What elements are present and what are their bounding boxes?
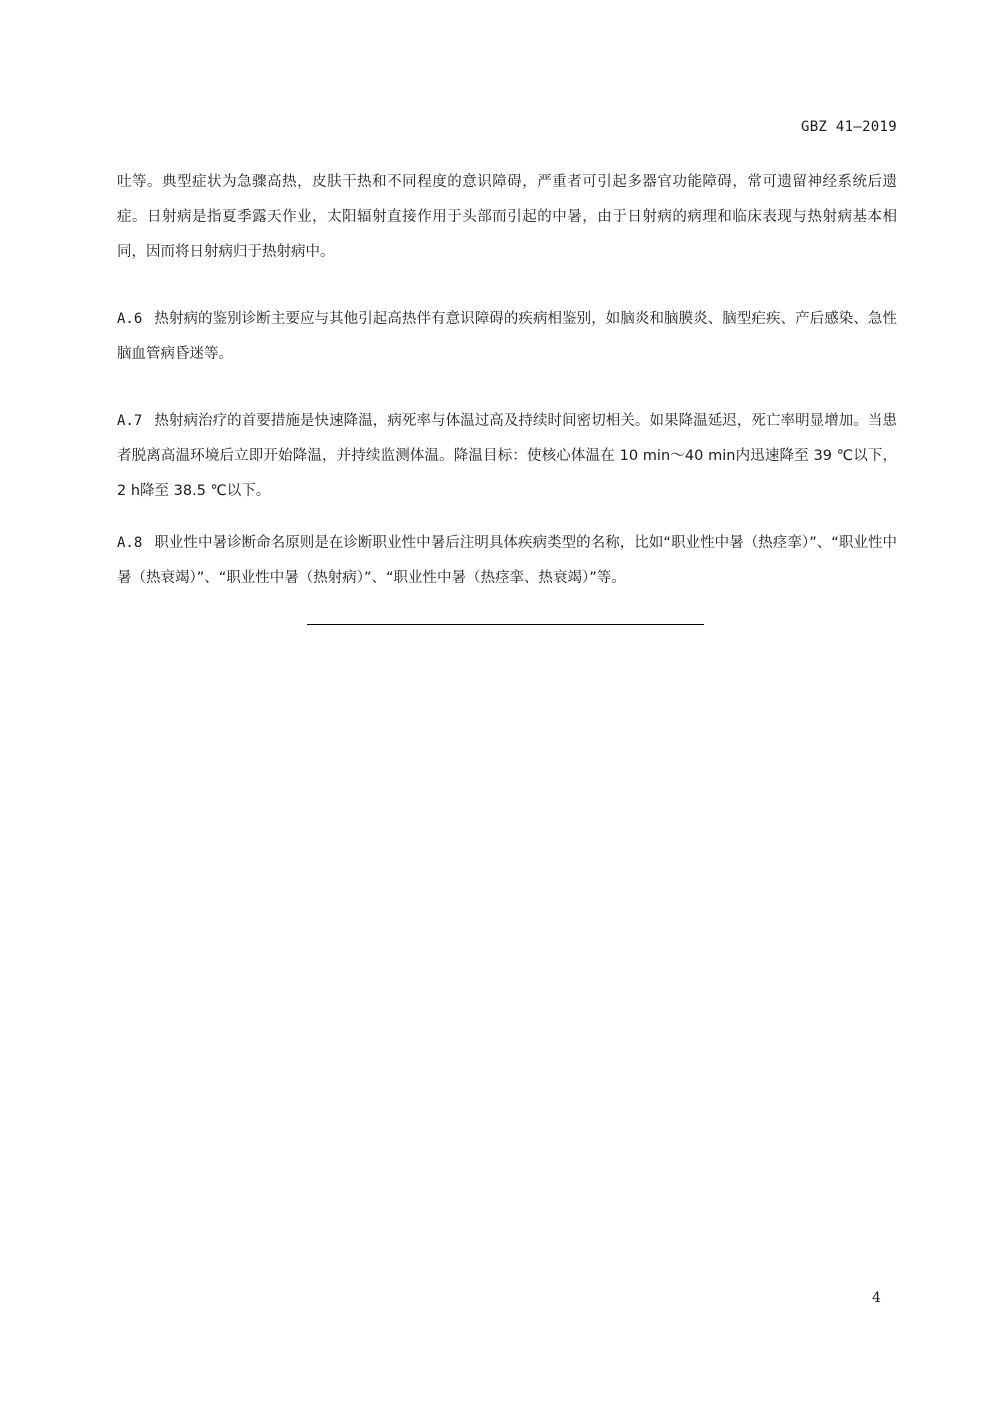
paragraph-continuation [117, 165, 897, 270]
clause-text: 热射病的鉴别诊断主要应与其他引起高热伴有意识障碍的疾病相鉴别，如脑炎和脑膜炎、脑型疟疾、产后感染、急性脑血管病昏迷等。 [117, 311, 897, 362]
standard-code: GBZ 41—2019 [800, 119, 897, 135]
clause-text: 职业性中暑诊断命名原则是在诊断职业性中暑后注明具体疾病类型的名称，比如“职业性中暑（热痉挛）”、“职业性中暑（热衰竭）”、“职业性中暑（热射病）”、“职业性中暑（热痉挛、热衰竭）”等。 [117, 535, 897, 586]
clause-text: 热射病治疗的首要措施是快速降温，病死率与体温过高及持续时间密切相关。如果降温延迟，死亡率明显增加。当患者脱离高温环境后立即开始降温，并持续监测体温。降温目标：使核心体温在 10 min～40 min内迅速降至 39 ℃以下，2 h降至 38.5 ℃以下。 [117, 413, 897, 499]
end-of-document-line [307, 624, 704, 625]
clause-number: A.7 [117, 413, 143, 429]
page-number: 4 [872, 1290, 881, 1306]
clause-a7 [117, 404, 897, 509]
clause-a6 [117, 302, 897, 372]
clause-number: A.8 [117, 535, 143, 551]
clause-number: A.6 [117, 311, 143, 327]
clause-a8 [117, 526, 897, 596]
paragraph-text: 吐等。典型症状为急骤高热，皮肤干热和不同程度的意识障碍，严重者可引起多器官功能障碍，常可遗留神经系统后遗症。日射病是指夏季露天作业，太阳辐射直接作用于头部而引起的中暑，由于日射病的病理和临床表现与热射病基本相同，因而将日射病归于热射病中。 [117, 174, 897, 260]
